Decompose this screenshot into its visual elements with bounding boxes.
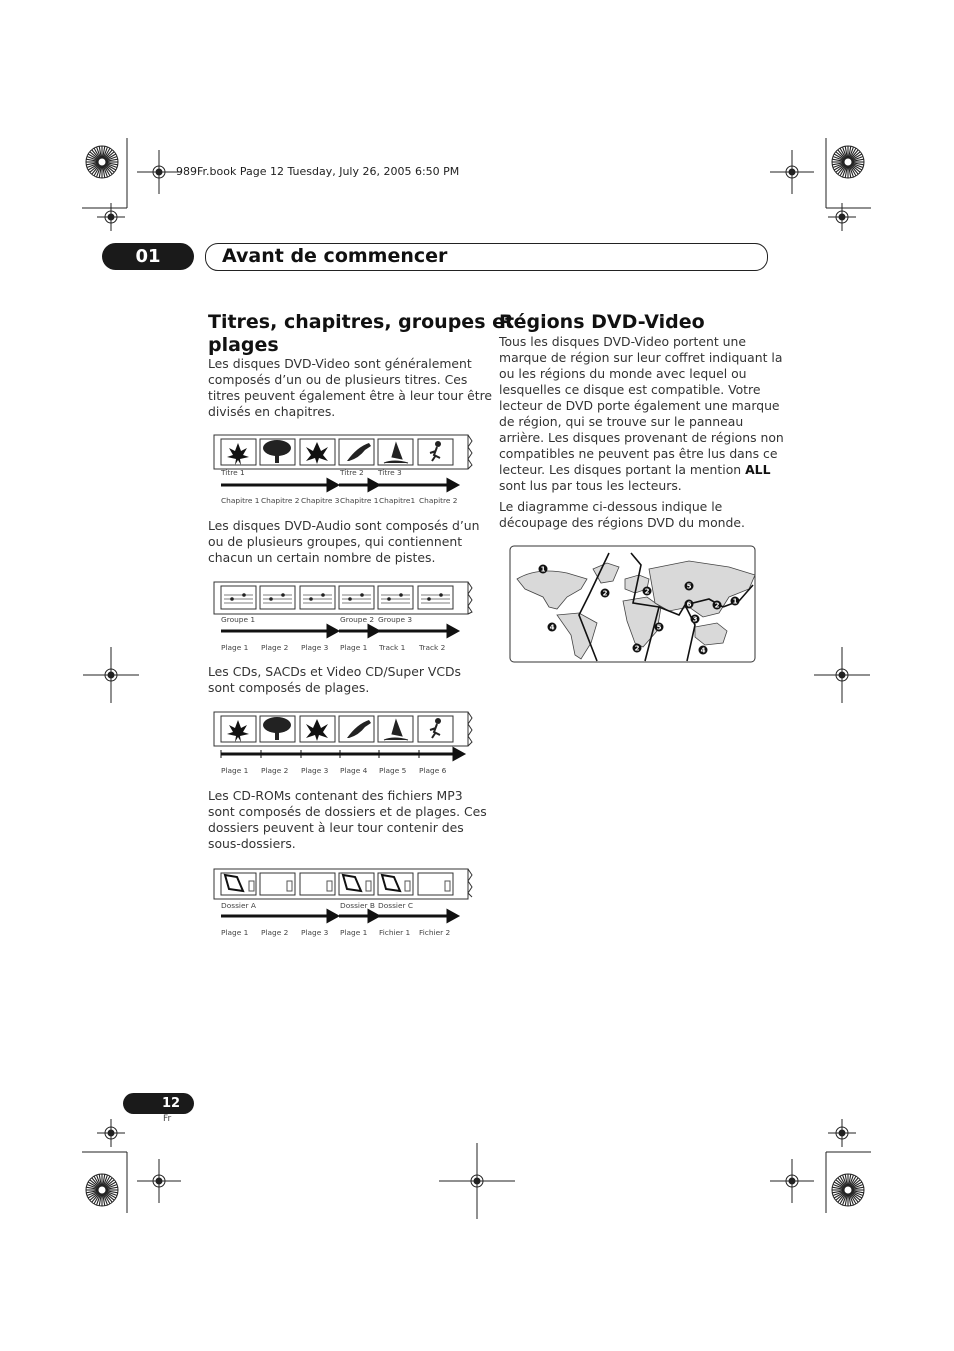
text-line: dossiers peuvent à leur tour contenir des xyxy=(208,820,464,835)
section-heading-regions: Régions DVD-Video xyxy=(499,311,705,333)
item-label: Plage 3 xyxy=(301,643,329,652)
dvd-region-map xyxy=(509,545,757,665)
region-number: 4 xyxy=(549,623,555,632)
item-label: Track 1 xyxy=(379,643,406,652)
item-label: Plage 1 xyxy=(221,928,249,937)
item-label: Plage 3 xyxy=(301,766,329,775)
registration-crosshair xyxy=(137,1159,181,1203)
text-line: ou les régions du monde avec lequel ou xyxy=(499,366,747,381)
item-label: Plage 6 xyxy=(419,766,447,775)
item-label: Chapitre 2 xyxy=(261,496,300,505)
text-line: Le diagramme ci-dessous indique le xyxy=(499,499,723,514)
text-line: sous-dossiers. xyxy=(208,836,296,851)
cd-paragraph xyxy=(208,664,461,696)
item-label: Plage 3 xyxy=(301,928,329,937)
registration-crosshair xyxy=(770,150,814,194)
registration-crosshair xyxy=(828,1119,856,1147)
region-number: 1 xyxy=(732,597,738,606)
region-number: 4 xyxy=(700,646,706,655)
text-line: compatibles ne peuvent pas être lus dans ce xyxy=(499,446,778,461)
print-header: 989Fr.book Page 12 Tuesday, July 26, 2005 6:50 PM xyxy=(176,165,460,178)
dvd-video-structure-diagram xyxy=(210,433,475,513)
text-line: divisés en chapitres. xyxy=(208,404,336,419)
item-label: Track 2 xyxy=(419,643,446,652)
region-number: 5 xyxy=(656,623,662,632)
regions-diagram-paragraph xyxy=(499,499,745,531)
bold-all: ALL xyxy=(745,462,771,477)
mp3-structure-diagram xyxy=(210,867,475,942)
item-label: Plage 1 xyxy=(221,766,249,775)
region-number: 6 xyxy=(686,600,692,609)
text-line: Les CDs, SACDs et Video CD/Super VCDs xyxy=(208,664,461,679)
page-number: 12 xyxy=(161,1096,181,1111)
regions-paragraph xyxy=(499,334,784,494)
text-line: titres peuvent également être à leur tour être xyxy=(208,388,493,403)
registration-starburst xyxy=(86,146,118,178)
group-label: Groupe 2 xyxy=(340,615,375,624)
text-line: Les CD-ROMs contenant des fichiers MP3 xyxy=(208,788,463,803)
page-language: Fr xyxy=(163,1114,172,1124)
registration-starburst xyxy=(832,1174,864,1206)
text-line: Tous les disques DVD-Video portent une xyxy=(499,334,746,349)
item-label: Plage 1 xyxy=(340,928,368,937)
text-line: lecteur de DVD porte également une marque xyxy=(499,398,780,413)
region-number: 2 xyxy=(602,589,608,598)
audio-paragraph xyxy=(208,518,479,566)
registration-starburst xyxy=(86,1174,118,1206)
region-number: 2 xyxy=(714,601,720,610)
region-number: 5 xyxy=(686,582,692,591)
item-label: Chapitre 1 xyxy=(221,496,260,505)
item-label: Plage 1 xyxy=(340,643,368,652)
text-line: composés d’un ou de plusieurs titres. Ces xyxy=(208,372,468,387)
item-label: Fichier 2 xyxy=(419,928,451,937)
group-label: Titre 2 xyxy=(340,468,364,477)
item-label: Plage 2 xyxy=(261,643,289,652)
text-line: marque de région sur leur coffret indiquant la xyxy=(499,350,783,365)
item-label: Chapitre 1 xyxy=(340,496,379,505)
item-label: Chapitre 2 xyxy=(419,496,458,505)
region-number: 3 xyxy=(692,615,698,624)
text-line: sont composés de dossiers et de plages. Ces xyxy=(208,804,487,819)
item-label: Plage 4 xyxy=(340,766,368,775)
item-label: Chapitre1 xyxy=(379,496,416,505)
registration-crosshair xyxy=(814,647,870,703)
dvd-audio-structure-diagram xyxy=(210,580,475,656)
text-line: Les disques DVD-Video sont généralement xyxy=(208,356,472,371)
registration-crosshair xyxy=(770,1159,814,1203)
region-number: 2 xyxy=(644,587,650,596)
region-number: 1 xyxy=(540,565,546,574)
text-line: de région, qui se trouve sur le panneau xyxy=(499,414,744,429)
item-label: Chapitre 3 xyxy=(301,496,340,505)
chapter-title: Avant de commencer xyxy=(222,245,448,267)
mp3-paragraph xyxy=(208,788,487,852)
text-line: chacun un certain nombre de pistes. xyxy=(208,550,436,565)
section-heading-titres xyxy=(208,311,514,357)
group-label: Titre 1 xyxy=(221,468,245,477)
registration-crosshair xyxy=(97,203,125,231)
item-label: Plage 2 xyxy=(261,928,289,937)
text-line: arrière. Les disques provenant de régions non xyxy=(499,430,784,445)
registration-crosshair xyxy=(97,1119,125,1147)
item-label: Plage 5 xyxy=(379,766,407,775)
chapter-number: 01 xyxy=(135,246,161,267)
text-line: Les disques DVD-Audio sont composés d’un xyxy=(208,518,480,533)
registration-crosshair xyxy=(137,150,181,194)
text-line: découpage des régions DVD du monde. xyxy=(499,515,745,530)
intro-paragraph xyxy=(208,356,492,420)
text-line: lesquelles ce disque est compatible. Votre xyxy=(499,382,761,397)
text-line: sont composés de plages. xyxy=(208,680,370,695)
group-label: Groupe 3 xyxy=(378,615,413,624)
registration-crosshair xyxy=(439,1143,515,1219)
group-label: Dossier A xyxy=(221,901,256,910)
item-label: Fichier 1 xyxy=(379,928,411,937)
cd-structure-diagram xyxy=(210,710,475,780)
heading-line: Titres, chapitres, groupes et xyxy=(208,311,515,333)
group-label: Dossier B xyxy=(340,901,375,910)
group-label: Groupe 1 xyxy=(221,615,256,624)
region-number: 2 xyxy=(634,644,640,653)
heading-line: plages xyxy=(208,334,279,356)
registration-starburst xyxy=(832,146,864,178)
text-line: sont lus par tous les lecteurs. xyxy=(499,478,682,493)
group-label: Titre 3 xyxy=(378,468,402,477)
registration-crosshair xyxy=(83,647,139,703)
text-line: lecteur. Les disques portant la mention xyxy=(499,462,746,477)
item-label: Plage 2 xyxy=(261,766,289,775)
group-label: Dossier C xyxy=(378,901,414,910)
item-label: Plage 1 xyxy=(221,643,249,652)
text-line: ou de plusieurs groupes, qui contiennent xyxy=(208,534,463,549)
registration-crosshair xyxy=(828,203,856,231)
